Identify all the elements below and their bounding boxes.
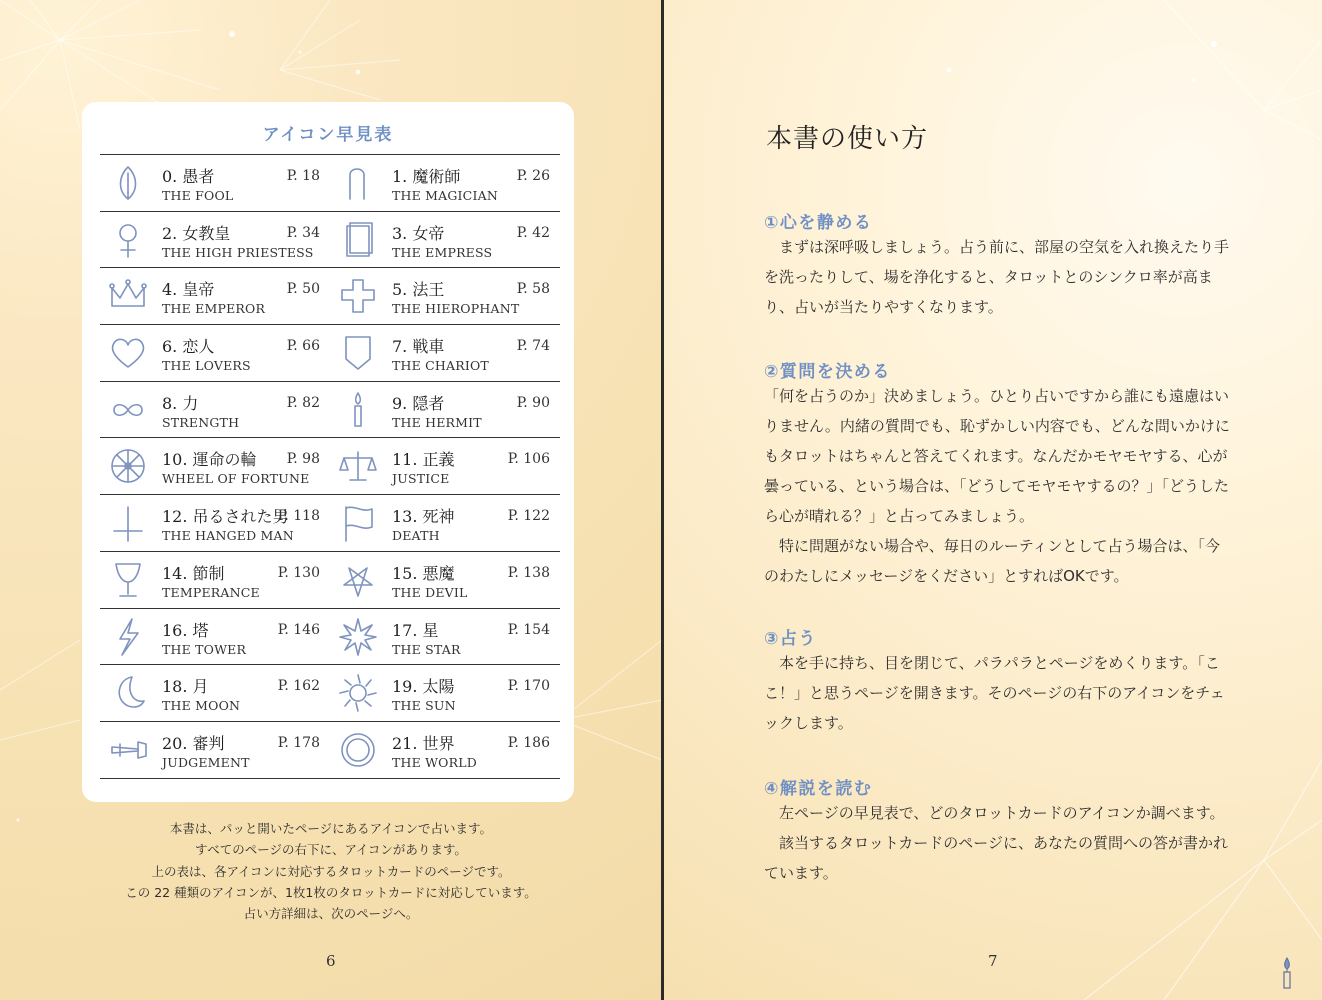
note-line: 本書は、パッと開いたページにあるアイコンで占います。 <box>169 821 493 836</box>
trumpet-icon <box>108 730 148 770</box>
right-page <box>664 0 1322 1000</box>
card-entry <box>100 212 328 267</box>
card-name: 3. 女帝 <box>392 223 445 243</box>
hanged-cross-icon <box>108 503 148 543</box>
card-name: 14. 節制 <box>162 563 225 583</box>
card-entry <box>330 552 558 607</box>
section-body <box>764 232 1230 322</box>
infinity-icon <box>108 390 148 430</box>
cane-icon <box>338 163 378 203</box>
star-icon <box>338 617 378 657</box>
candle-icon <box>338 390 378 430</box>
card-name: 18. 月 <box>162 677 209 697</box>
heart-icon <box>108 333 148 373</box>
table-row <box>100 154 560 211</box>
card-page-ref: P. 98 <box>286 451 320 468</box>
card-entry <box>330 495 558 550</box>
moon-icon <box>108 673 148 713</box>
circle-icon <box>338 730 378 770</box>
card-entry <box>100 438 328 493</box>
page-title: 本書の使い方 <box>766 124 929 154</box>
section-body <box>764 381 1230 591</box>
card-english-name: THE MOON <box>162 698 241 714</box>
cross-icon <box>338 276 378 316</box>
card-name: 13. 死神 <box>392 507 455 527</box>
card-entry <box>100 382 328 437</box>
scales-icon <box>338 446 378 486</box>
card-english-name: THE FOOL <box>162 188 234 203</box>
card-page-ref: P. 66 <box>286 338 320 355</box>
card-english-name: THE TOWER <box>162 641 247 657</box>
card-english-name: DEATH <box>392 528 440 544</box>
table-row <box>100 437 560 494</box>
table-row <box>100 664 560 721</box>
section-body <box>764 798 1230 888</box>
card-entry <box>100 609 328 664</box>
candle-icon <box>1276 956 1298 992</box>
card-entry <box>100 665 328 720</box>
card-english-name: THE DEVIL <box>392 584 468 600</box>
paragraph: 左ページの早見表で、どのタロットカードのアイコンか調べます。 <box>779 804 1225 822</box>
card-page-ref: P. 34 <box>286 224 320 241</box>
card-english-name: THE HIGH PRIESTESS <box>162 244 314 260</box>
card-entry <box>100 325 328 380</box>
leaf-icon <box>108 163 148 203</box>
card-entry <box>100 722 328 777</box>
table-row <box>100 721 560 779</box>
card-entry <box>100 552 328 607</box>
card-entry <box>330 665 558 720</box>
card-entry <box>330 438 558 493</box>
card-english-name: THE SUN <box>392 698 456 714</box>
card-english-name: JUSTICE <box>392 471 450 487</box>
card-english-name: THE CHARIOT <box>392 358 489 374</box>
table-row <box>100 211 560 268</box>
table-row <box>100 551 560 608</box>
crown-icon <box>108 276 148 316</box>
card-entry <box>330 325 558 380</box>
table-row <box>100 494 560 551</box>
card-name: 0. 愚者 <box>162 167 215 186</box>
card-english-name: THE LOVERS <box>162 358 251 374</box>
card-page-ref: P. 26 <box>516 168 550 184</box>
card-name: 1. 魔術師 <box>392 167 461 186</box>
paragraph: 特に問題がない場合や、毎日のルーティンとして占う場合は、「今のわたしにメッセージをください」とすればOKです。 <box>764 537 1221 585</box>
card-name: 2. 女教皇 <box>162 223 231 243</box>
card-page-ref: P. 186 <box>507 734 550 751</box>
card-name: 15. 悪魔 <box>392 563 455 583</box>
sun-icon <box>338 673 378 713</box>
card-name: 20. 審判 <box>162 733 225 753</box>
card-english-name: STRENGTH <box>162 414 240 430</box>
icon-reference-card <box>82 102 574 802</box>
card-entry <box>100 495 328 550</box>
card-english-name: WHEEL OF FORTUNE <box>162 471 310 487</box>
table-row <box>100 608 560 665</box>
card-name: 16. 塔 <box>162 620 209 640</box>
card-english-name: THE STAR <box>392 641 461 657</box>
card-page-ref: P. 170 <box>507 678 550 695</box>
card-page-ref: P. 74 <box>516 338 550 355</box>
card-name: 8. 力 <box>162 393 199 413</box>
card-name: 5. 法王 <box>392 280 445 300</box>
card-entry <box>330 155 558 210</box>
section-heading: ③占う <box>764 629 817 649</box>
card-english-name: THE EMPEROR <box>162 301 266 317</box>
card-name: 6. 恋人 <box>162 337 215 357</box>
paragraph: 「何を占うのか」決めましょう。ひとり占いですから誰にも遠慮はいりません。内緒の質問でも、恥ずかしい内容でも、どんな問いかけにもタロットはちゃんと答えてくれます。なんだかモヤモヤする、心が曇っている、という場合は、「どうしてモヤモヤするの？」「どうしたら心が晴れる？」と占ってみましょう。 <box>764 387 1230 525</box>
paragraph: まずは深呼吸しましょう。占う前に、部屋の空気を入れ換えたり手を洗ったりして、場を浄化すると、タロットとのシンクロ率が高まり、占いが当たりやすくなります。 <box>764 238 1230 316</box>
page-number-left: 6 <box>326 952 336 970</box>
card-name: 9. 隠者 <box>392 393 445 413</box>
card-name: 11. 正義 <box>392 450 455 470</box>
card-name: 21. 世界 <box>392 733 455 753</box>
section-heading: ④解説を読む <box>764 779 873 799</box>
table-row <box>100 267 560 324</box>
card-english-name: TEMPERANCE <box>162 584 260 600</box>
card-english-name: JUDGEMENT <box>162 754 250 770</box>
card-page-ref: P. 130 <box>277 564 320 581</box>
card-page-ref: P. 58 <box>516 281 550 298</box>
table-row <box>100 324 560 381</box>
icon-table <box>100 154 560 779</box>
card-entry <box>330 722 558 777</box>
card-entry <box>330 268 558 323</box>
pentagram-icon <box>338 560 378 600</box>
note-line: この 22 種類のアイコンが、1枚1枚のタロットカードに対応しています。 <box>125 884 537 900</box>
card-page-ref: P. 50 <box>286 281 320 298</box>
card-english-name: THE WORLD <box>392 754 477 770</box>
card-name: 17. 星 <box>392 620 439 640</box>
lightning-icon <box>108 617 148 657</box>
card-entry <box>330 382 558 437</box>
card-page-ref: P. 154 <box>507 621 550 638</box>
card-name: 4. 皇帝 <box>162 280 215 300</box>
book-icon <box>338 220 378 260</box>
shield-icon <box>338 333 378 373</box>
section-heading: ①心を静める <box>764 213 873 233</box>
card-entry <box>330 212 558 267</box>
card-entry <box>100 268 328 323</box>
card-page-ref: P. 106 <box>507 451 550 468</box>
card-english-name: THE HANGED MAN <box>162 528 294 544</box>
chalice-icon <box>108 560 148 600</box>
card-english-name: THE MAGICIAN <box>392 188 498 203</box>
note-line: 上の表は、各アイコンに対応するタロットカードのページです。 <box>151 863 511 879</box>
paragraph: 該当するタロットカードのページに、あなたの質問への答が書かれています。 <box>764 834 1228 882</box>
card-page-ref: P. 146 <box>277 621 320 638</box>
instruction-notes <box>92 818 570 924</box>
note-line: すべてのページの右下に、アイコンがあります。 <box>195 842 467 858</box>
card-page-ref: P. 90 <box>516 394 550 411</box>
card-english-name: THE HIEROPHANT <box>392 301 520 317</box>
card-title: アイコン早見表 <box>262 125 394 145</box>
card-page-ref: P. 18 <box>286 168 320 184</box>
card-entry <box>330 609 558 664</box>
card-entry <box>100 155 328 210</box>
table-row <box>100 381 560 438</box>
card-page-ref: P. 42 <box>516 224 550 241</box>
card-name: 12. 吊るされた男 <box>162 507 289 527</box>
card-page-ref: P. 138 <box>507 564 550 581</box>
section-body <box>764 648 1230 738</box>
card-name: 7. 戦車 <box>392 337 445 357</box>
wheel-icon <box>108 446 148 486</box>
page-number-right: 7 <box>988 952 998 970</box>
card-name: 10. 運命の輪 <box>162 450 257 470</box>
venus-icon <box>108 220 148 260</box>
card-page-ref: P. 122 <box>507 508 550 525</box>
card-page-ref: P. 162 <box>277 678 320 695</box>
paragraph: 本を手に持ち、目を閉じて、パラパラとページをめくります。「ここ！」と思うページを開きます。そのページの右下のアイコンをチェックします。 <box>764 654 1225 732</box>
card-page-ref: P. 118 <box>277 508 320 525</box>
card-english-name: THE HERMIT <box>392 414 482 430</box>
card-page-ref: P. 178 <box>277 734 320 751</box>
section-heading: ②質問を決める <box>764 362 891 382</box>
card-name: 19. 太陽 <box>392 677 455 697</box>
flag-icon <box>338 503 378 543</box>
card-english-name: THE EMPRESS <box>392 244 493 260</box>
card-page-ref: P. 82 <box>286 394 320 411</box>
note-line: 占い方詳細は、次のページへ。 <box>243 906 419 922</box>
